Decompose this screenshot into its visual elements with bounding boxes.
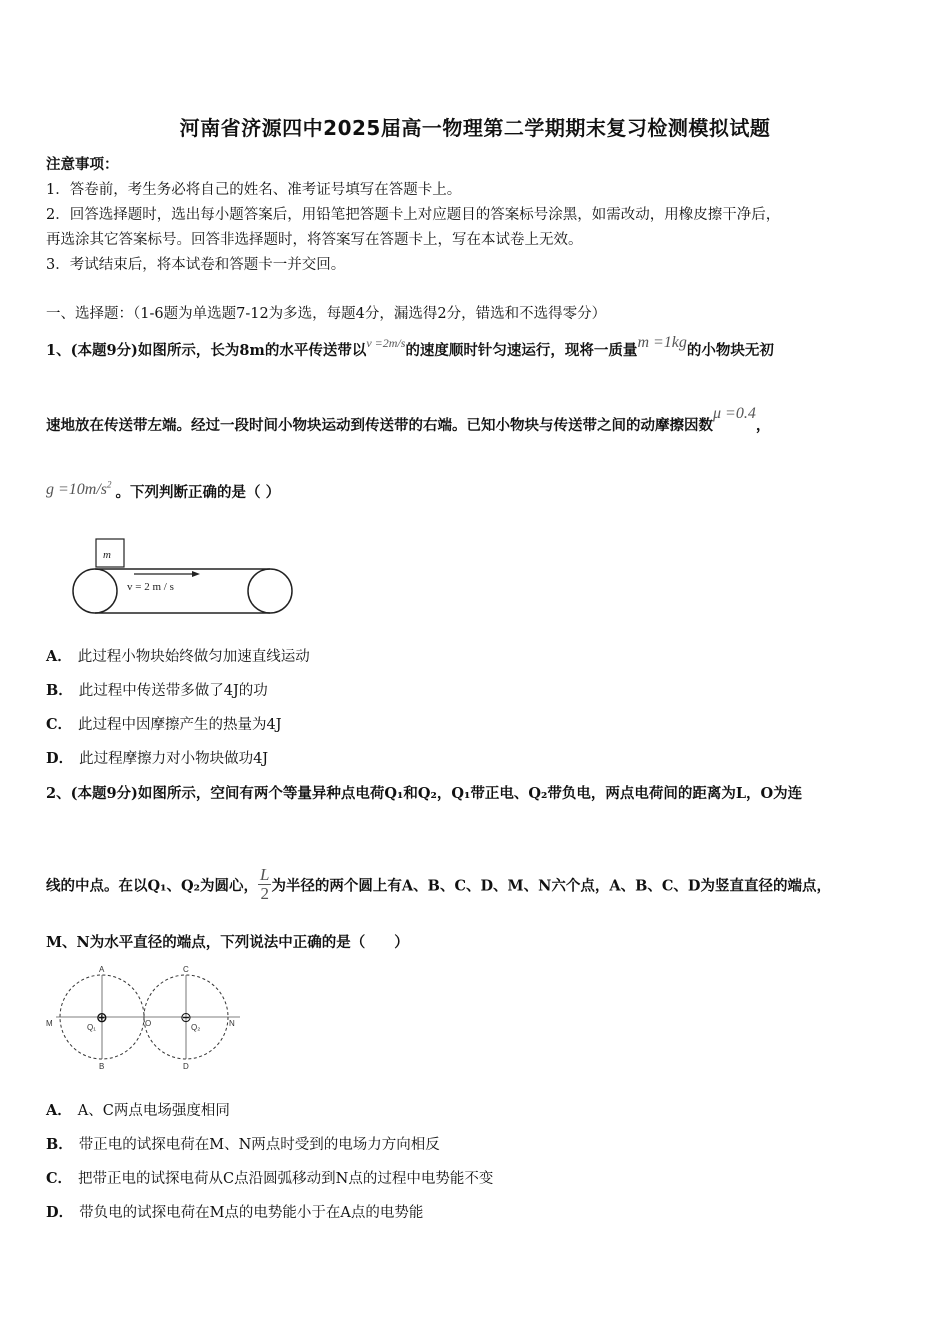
q2-option-c-label: C．	[46, 1170, 73, 1187]
q2-fraction	[258, 866, 271, 903]
q1-belt-label: v = 2 m / s	[127, 581, 174, 593]
q1-right-roller	[248, 569, 292, 613]
notice-item-2: 2．回答选择题时，选出每小题答案后，用铅笔把答题卡上对应题目的答案标号涂黑，如需改动，用橡皮擦干净后，	[46, 207, 781, 223]
q2-label-n: N	[229, 1019, 235, 1028]
q1-velocity-arrowhead	[192, 571, 200, 577]
q2-label-o: O	[145, 1019, 152, 1028]
q1-line2-end: ，	[755, 417, 771, 434]
q1-option-c-text: 此过程中因摩擦产生的热量为4J	[78, 717, 282, 733]
q1-mu: μ =0.4	[713, 405, 756, 422]
q1-mass: m =1kg	[637, 334, 687, 351]
q2-option-d-text: 带负电的试探电荷在M点的电势能小于在A点的电势能	[79, 1205, 424, 1221]
q2-option-a-text: A、C两点电场强度相同	[77, 1103, 230, 1119]
notice-item-2-cont: 再选涂其它答案标号。回答非选择题时，将答案写在答题卡上，写在本试卷上无效。	[46, 232, 583, 248]
q1-g	[46, 481, 112, 498]
q1-line-1	[46, 334, 774, 360]
q1-stem-line2: 速地放在传送带左端。经过一段时间小物块运动到传送带的右端。已知小物块与传送带之间的动摩擦因数	[46, 417, 713, 434]
q1-option-d[interactable]	[46, 747, 268, 768]
q1-stem-a: 1、(本题9分)如图所示，长为	[46, 342, 240, 359]
q1-conveyor-figure	[66, 537, 301, 619]
q1-option-b-text: 此过程中传送带多做了4J的功	[78, 683, 268, 699]
q1-g-value: g =10m/s	[46, 481, 108, 498]
q1-line-3	[46, 481, 280, 502]
q2-stem-a: 线的中点。在以Q₁、Q₂为圆心，	[46, 877, 258, 895]
q2-label-m: M	[46, 1019, 53, 1028]
q1-left-roller	[73, 569, 117, 613]
q1-option-d-label: D．	[46, 750, 74, 767]
q1-option-b[interactable]	[46, 679, 268, 700]
q1-stem-c: 的水平传送带以	[264, 342, 367, 359]
q1-option-a-label: A．	[46, 648, 72, 665]
q2-label-q2: Q₂	[191, 1023, 201, 1032]
q1-option-a-text: 此过程小物块始终做匀加速直线运动	[77, 649, 310, 665]
q2-option-b[interactable]	[46, 1133, 440, 1154]
q2-label-a: A	[99, 965, 105, 974]
q1-stem-d: 的速度顺时针匀速运行，现将一质量	[405, 342, 638, 359]
page-title: 河南省济源四中2025届高一物理第二学期期末复习检测模拟试题	[179, 116, 771, 140]
q2-positive-charge: ⊕	[96, 1010, 108, 1026]
q1-speed: v =2m/s	[366, 336, 406, 350]
q1-stem-line3: 。下列判断正确的是（ ）	[115, 484, 281, 501]
q2-stem-b: 为半径的两个圆上有A、B、C、D、M、N六个点，A、B、C、D为竖直直径的端点，	[271, 877, 831, 895]
q1-option-d-text: 此过程摩擦力对小物块做功4J	[79, 751, 269, 767]
q2-label-d: D	[183, 1062, 189, 1071]
q1-length: 8m	[239, 342, 265, 359]
q2-option-a-label: A．	[46, 1102, 72, 1119]
q1-option-a[interactable]	[46, 645, 310, 666]
q2-fraction-den: 2	[260, 884, 269, 903]
q2-label-b: B	[99, 1062, 105, 1071]
q2-option-a[interactable]	[46, 1099, 230, 1120]
q2-line-2	[46, 865, 831, 905]
q2-option-b-label: B．	[46, 1136, 73, 1153]
q1-option-c-label: C．	[46, 716, 73, 733]
q2-line-1: 2、(本题9分)如图所示，空间有两个等量异种点电荷Q₁和Q₂，Q₁带正电、Q₂带负电，两点电荷间的距离为L，O为连	[46, 785, 803, 802]
q2-label-c: C	[183, 965, 189, 974]
q2-option-c[interactable]	[46, 1167, 493, 1188]
q2-fraction-num: L	[259, 865, 270, 884]
q2-option-d[interactable]	[46, 1201, 423, 1222]
q1-stem-e: 的小物块无初	[686, 342, 774, 359]
q1-block-label: m	[103, 549, 111, 561]
q2-circles-figure	[44, 962, 244, 1074]
q2-label-q1: Q₁	[87, 1023, 96, 1032]
q1-option-c[interactable]	[46, 713, 282, 734]
notice-heading: 注意事项：	[46, 156, 119, 173]
section-heading: 一、选择题：（1-6题为单选题7-12为多选，每题4分，漏选得2分，错选和不选得零分）	[46, 306, 607, 322]
notice-item-3: 3．考试结束后，将本试卷和答题卡一并交回。	[46, 257, 346, 273]
q2-option-b-text: 带正电的试探电荷在M、N两点时受到的电场力方向相反	[78, 1137, 440, 1153]
q2-negative-charge: ⊖	[180, 1010, 192, 1026]
q2-option-c-text: 把带正电的试探电荷从C点沿圆弧移动到N点的过程中电势能不变	[78, 1171, 494, 1187]
q2-line-3: M、N为水平直径的端点，下列说法中正确的是（ ）	[46, 934, 409, 951]
q1-option-b-label: B．	[46, 682, 73, 699]
notice-item-1: 1．答卷前，考生务必将自己的姓名、准考证号填写在答题卡上。	[46, 182, 462, 198]
q1-g-sup: 2	[107, 479, 112, 490]
q2-option-d-label: D．	[46, 1204, 74, 1221]
q1-line-2	[46, 405, 771, 435]
